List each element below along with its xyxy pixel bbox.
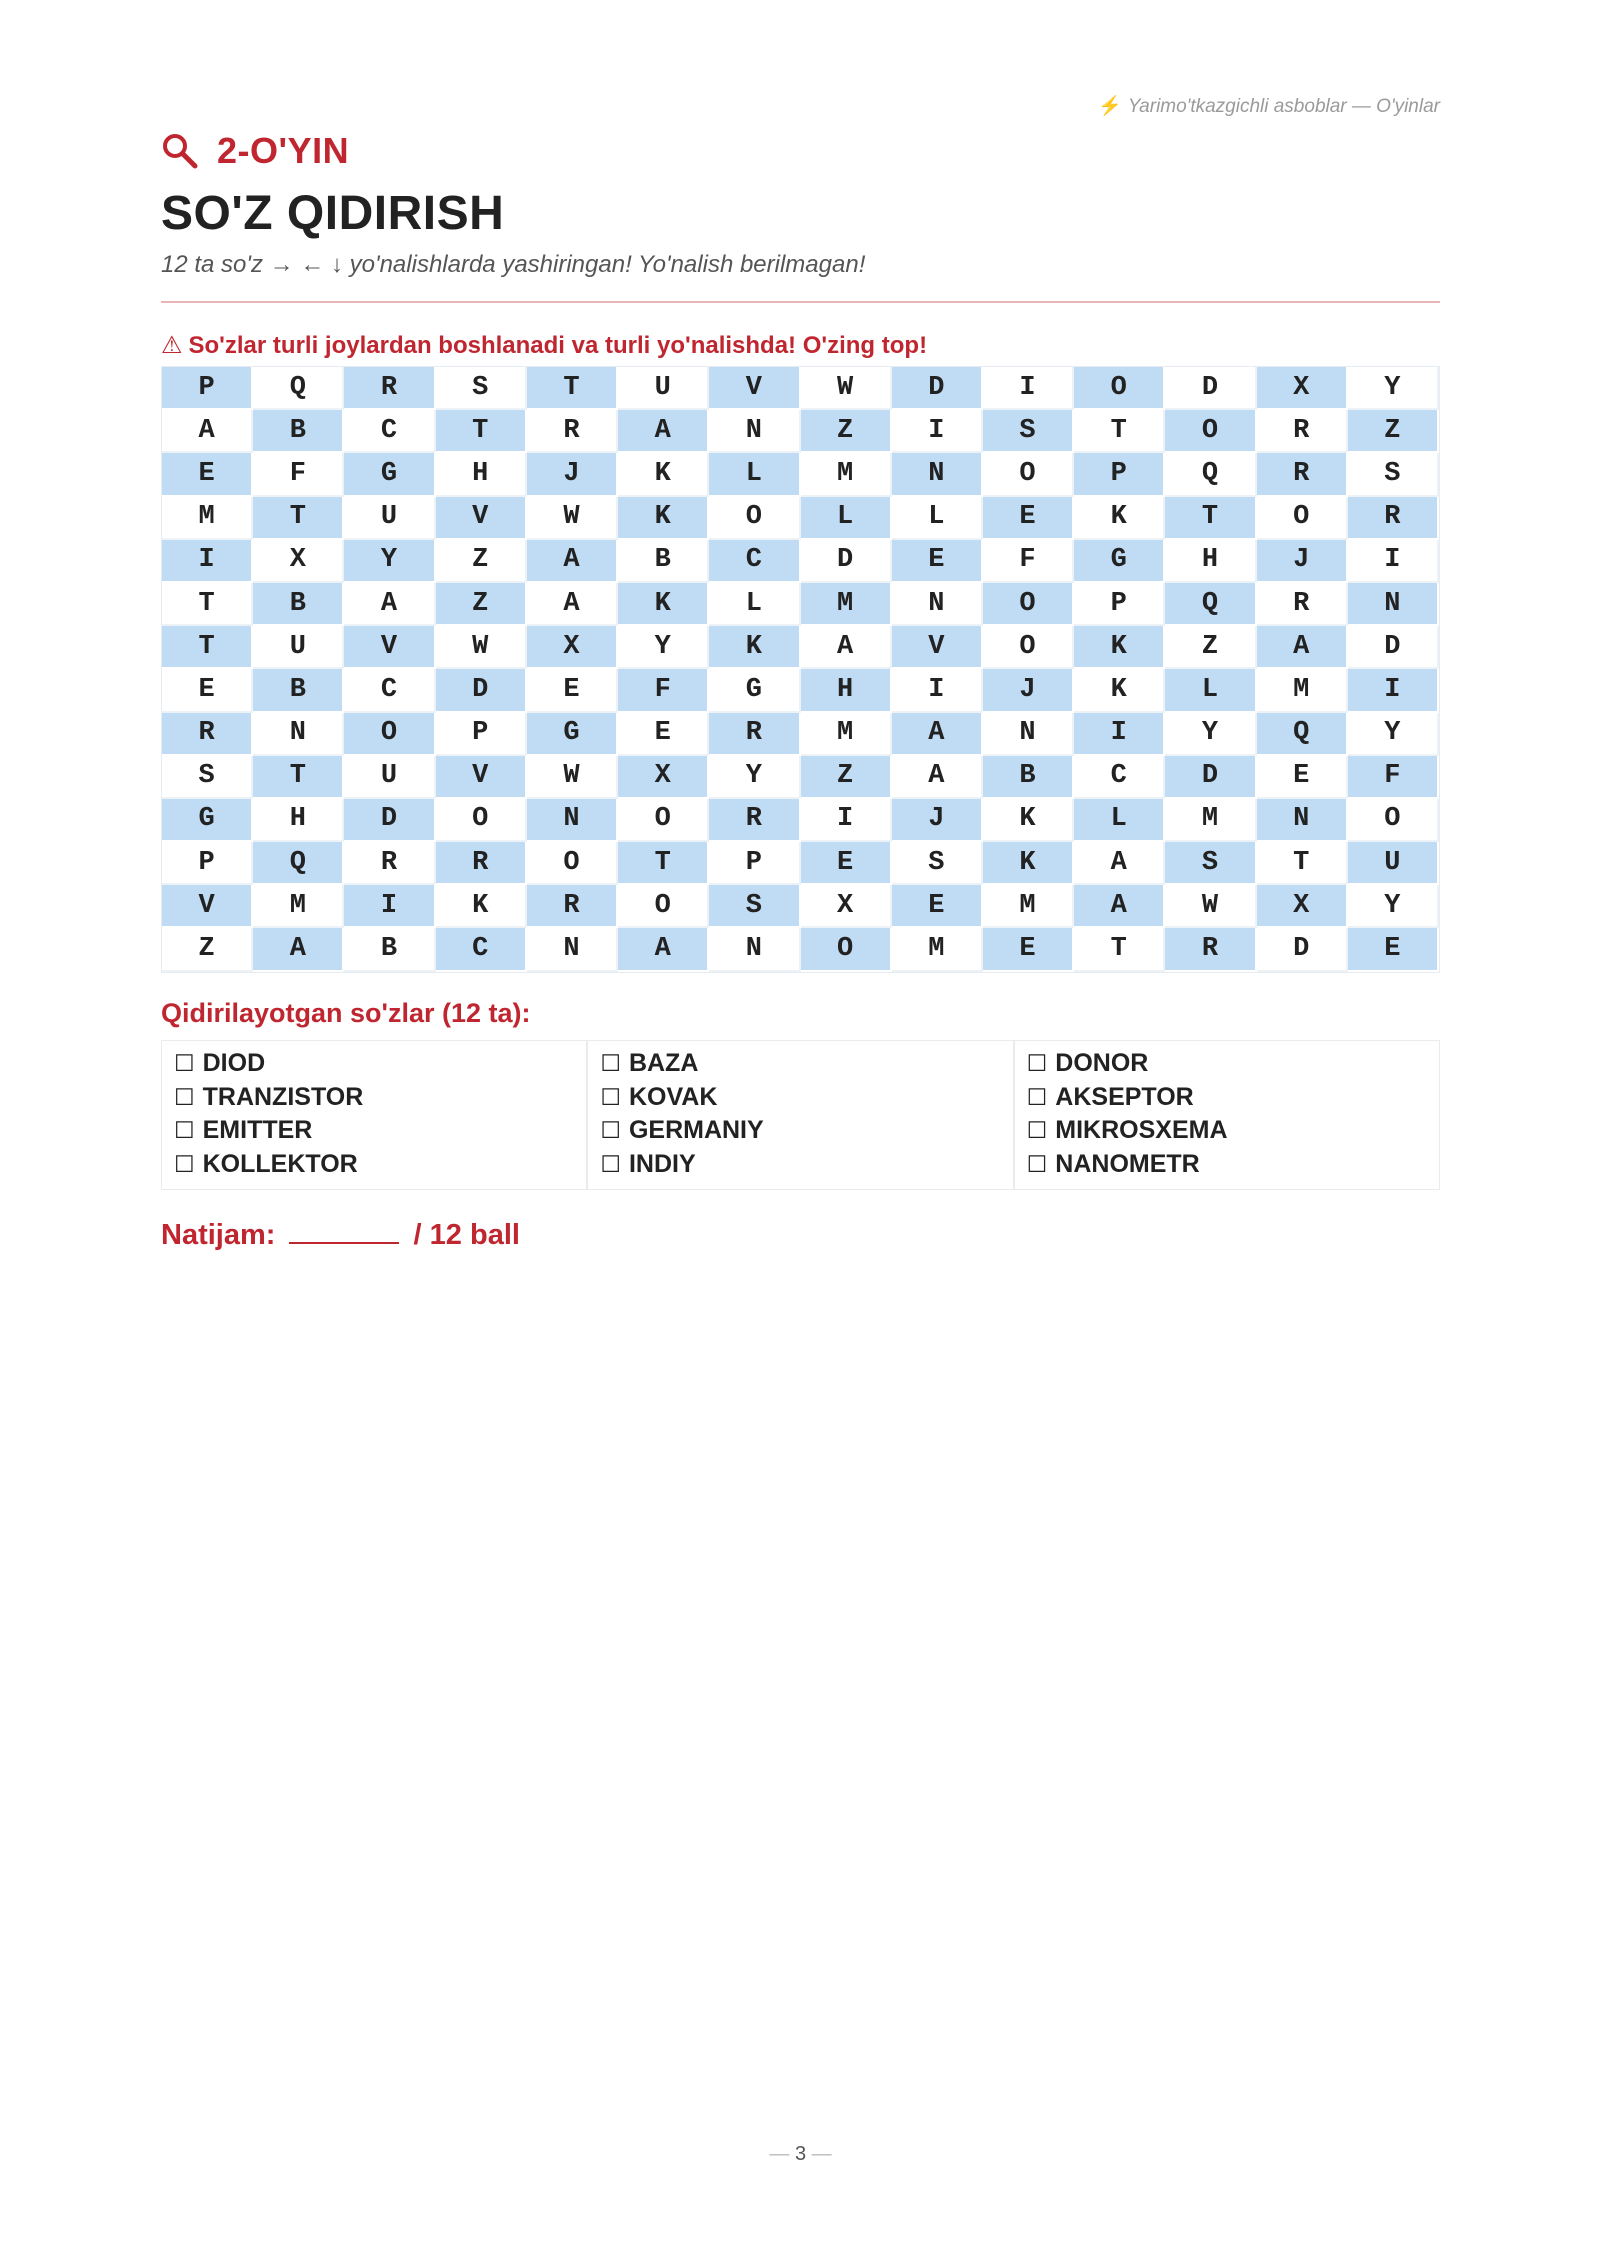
word-label: KOLLEKTOR: [202, 1149, 358, 1178]
word-item[interactable]: [600, 1047, 1012, 1081]
grid-cell[interactable]: Q: [253, 842, 344, 885]
grid-cell[interactable]: O: [618, 799, 709, 842]
grid-cell[interactable]: H: [1165, 540, 1256, 583]
word-label: BAZA: [628, 1049, 699, 1077]
grid-cell[interactable]: Z: [162, 928, 253, 971]
grid-cell[interactable]: S: [1348, 453, 1439, 496]
grid-cell[interactable]: F: [983, 540, 1074, 583]
grid-cell[interactable]: E: [983, 928, 1074, 971]
checkbox-icon[interactable]: ☐: [1026, 1083, 1048, 1110]
grid-cell[interactable]: J: [983, 669, 1074, 712]
grid-cell[interactable]: A: [1257, 626, 1348, 669]
word-label: INDIY: [628, 1149, 696, 1178]
warning-note: [161, 331, 927, 360]
grid-cell[interactable]: Z: [801, 410, 892, 453]
grid-cell[interactable]: E: [983, 497, 1074, 540]
word-list-column: [588, 1041, 1014, 1189]
grid-cell[interactable]: E: [162, 669, 253, 712]
grid-cell[interactable]: I: [801, 799, 892, 842]
page-subtitle: 12 ta so'z → ← ↓ yo'nalishlarda yashiringan! Yo'nalish berilmagan!: [161, 251, 866, 278]
grid-cell[interactable]: S: [983, 410, 1074, 453]
grid-cell[interactable]: M: [801, 453, 892, 496]
grid-cell[interactable]: D: [1257, 928, 1348, 971]
grid-cell[interactable]: D: [436, 669, 527, 712]
grid-cell[interactable]: N: [892, 583, 983, 626]
grid-cell[interactable]: C: [709, 540, 800, 583]
word-list-column: [1015, 1041, 1439, 1189]
grid-cell[interactable]: I: [344, 885, 435, 928]
grid-cell[interactable]: O: [344, 713, 435, 756]
grid-cell[interactable]: R: [527, 885, 618, 928]
running-head: [1098, 94, 1440, 118]
grid-cell[interactable]: S: [892, 842, 983, 885]
word-list-title: Qidirilayotgan so'zlar (12 ta):: [161, 998, 531, 1028]
grid-cell[interactable]: T: [618, 842, 709, 885]
grid-cell[interactable]: T: [1074, 410, 1165, 453]
word-item[interactable]: [1027, 1047, 1439, 1081]
grid-cell[interactable]: D: [1165, 756, 1256, 799]
grid-cell[interactable]: N: [253, 713, 344, 756]
grid-cell[interactable]: N: [527, 928, 618, 971]
grid-cell[interactable]: K: [436, 885, 527, 928]
grid-cell[interactable]: R: [162, 713, 253, 756]
grid-cell[interactable]: I: [162, 540, 253, 583]
grid-cell[interactable]: G: [709, 669, 800, 712]
grid-cell[interactable]: H: [801, 669, 892, 712]
word-label: NANOMETR: [1055, 1149, 1200, 1178]
word-label: DONOR: [1055, 1049, 1149, 1077]
grid-cell[interactable]: U: [618, 367, 709, 410]
grid-cell[interactable]: J: [1257, 540, 1348, 583]
grid-cell[interactable]: K: [983, 842, 1074, 885]
grid-cell[interactable]: K: [618, 497, 709, 540]
grid-cell[interactable]: T: [1165, 497, 1256, 540]
grid-cell[interactable]: A: [618, 410, 709, 453]
grid-cell[interactable]: L: [1165, 669, 1256, 712]
grid-cell[interactable]: Y: [618, 626, 709, 669]
grid-cell[interactable]: T: [162, 583, 253, 626]
grid-cell[interactable]: O: [527, 842, 618, 885]
grid-cell[interactable]: O: [1165, 410, 1256, 453]
word-label: MIKROSXEMA: [1055, 1116, 1228, 1144]
word-list-column: [162, 1041, 588, 1189]
grid-cell[interactable]: L: [892, 497, 983, 540]
grid-cell[interactable]: O: [1074, 367, 1165, 410]
checkbox-icon[interactable]: ☐: [1026, 1150, 1048, 1177]
grid-cell[interactable]: K: [1074, 626, 1165, 669]
grid-cell[interactable]: U: [1348, 842, 1439, 885]
grid-cell[interactable]: R: [1257, 583, 1348, 626]
grid-cell[interactable]: A: [801, 626, 892, 669]
grid-cell[interactable]: J: [527, 453, 618, 496]
grid-cell[interactable]: G: [1074, 540, 1165, 583]
word-item[interactable]: [174, 1148, 586, 1182]
page-footer: [161, 2143, 1440, 2166]
grid-cell[interactable]: B: [983, 756, 1074, 799]
footer-dash-left: —: [769, 2143, 790, 2165]
grid-cell[interactable]: N: [1348, 583, 1439, 626]
checkbox-icon[interactable]: ☐: [1026, 1117, 1048, 1143]
grid-cell[interactable]: I: [1348, 669, 1439, 712]
score-suffix: / 12 ball: [413, 1219, 520, 1251]
grid-cell[interactable]: K: [618, 453, 709, 496]
grid-cell[interactable]: Z: [1165, 626, 1256, 669]
checkbox-icon[interactable]: ☐: [174, 1150, 195, 1177]
score-label: Natijam:: [161, 1219, 276, 1251]
grid-cell[interactable]: M: [801, 713, 892, 756]
grid-cell[interactable]: L: [709, 453, 800, 496]
word-list: [161, 1040, 1440, 1190]
grid-cell[interactable]: I: [892, 410, 983, 453]
grid-cell[interactable]: N: [709, 928, 800, 971]
grid-cell[interactable]: Z: [1348, 410, 1439, 453]
grid-cell[interactable]: T: [436, 410, 527, 453]
word-item[interactable]: [600, 1081, 1012, 1115]
grid-cell[interactable]: Q: [253, 367, 344, 410]
grid-cell[interactable]: N: [709, 410, 800, 453]
grid-cell[interactable]: B: [253, 583, 344, 626]
word-item[interactable]: [1027, 1081, 1439, 1115]
grid-cell[interactable]: E: [618, 713, 709, 756]
grid-cell[interactable]: Q: [1165, 453, 1256, 496]
grid-cell[interactable]: L: [709, 583, 800, 626]
warning-icon: ⚠: [161, 332, 183, 359]
grid-cell[interactable]: R: [1348, 497, 1439, 540]
grid-cell[interactable]: R: [1165, 928, 1256, 971]
grid-cell[interactable]: F: [1348, 756, 1439, 799]
grid-cell[interactable]: B: [253, 669, 344, 712]
grid-cell[interactable]: E: [162, 453, 253, 496]
grid-cell[interactable]: E: [892, 885, 983, 928]
grid-cell[interactable]: K: [983, 799, 1074, 842]
word-label: TRANZISTOR: [202, 1082, 364, 1111]
page-number: 3: [794, 2143, 807, 2165]
grid-cell[interactable]: O: [983, 626, 1074, 669]
grid-cell[interactable]: W: [527, 756, 618, 799]
grid-cell[interactable]: V: [892, 626, 983, 669]
grid-cell[interactable]: T: [253, 497, 344, 540]
grid-cell[interactable]: L: [801, 497, 892, 540]
grid-cell[interactable]: O: [983, 583, 1074, 626]
word-search-grid: [161, 366, 1440, 973]
grid-cell[interactable]: V: [344, 626, 435, 669]
grid-cell[interactable]: T: [253, 756, 344, 799]
grid-cell[interactable]: R: [709, 713, 800, 756]
grid-cell[interactable]: T: [1074, 928, 1165, 971]
grid-cell[interactable]: S: [709, 885, 800, 928]
grid-cell[interactable]: R: [709, 799, 800, 842]
grid-cell[interactable]: T: [162, 626, 253, 669]
grid-cell[interactable]: A: [1074, 885, 1165, 928]
grid-cell[interactable]: Y: [1348, 367, 1439, 410]
grid-cell[interactable]: W: [527, 497, 618, 540]
grid-cell[interactable]: K: [618, 583, 709, 626]
grid-cell[interactable]: C: [344, 669, 435, 712]
grid-cell[interactable]: Z: [801, 756, 892, 799]
game-number: 2-O'YIN: [217, 130, 350, 171]
checkbox-icon[interactable]: ☐: [174, 1117, 195, 1143]
checkbox-icon[interactable]: ☐: [174, 1050, 195, 1076]
word-item[interactable]: [174, 1114, 586, 1148]
grid-cell[interactable]: Y: [1165, 713, 1256, 756]
grid-cell[interactable]: I: [1348, 540, 1439, 583]
grid-cell[interactable]: C: [1074, 756, 1165, 799]
grid-cell[interactable]: Y: [1348, 713, 1439, 756]
grid-cell[interactable]: O: [709, 497, 800, 540]
grid-cell[interactable]: K: [1074, 669, 1165, 712]
grid-cell[interactable]: A: [892, 756, 983, 799]
grid-cell[interactable]: B: [618, 540, 709, 583]
grid-cell[interactable]: M: [162, 497, 253, 540]
grid-cell[interactable]: P: [1074, 583, 1165, 626]
grid-cell[interactable]: O: [1257, 497, 1348, 540]
word-item[interactable]: [1027, 1114, 1439, 1148]
grid-cell[interactable]: A: [1074, 842, 1165, 885]
grid-cell[interactable]: O: [1348, 799, 1439, 842]
word-item[interactable]: [600, 1114, 1012, 1148]
grid-cell[interactable]: N: [892, 453, 983, 496]
checkbox-icon[interactable]: ☐: [1026, 1050, 1048, 1076]
grid-cell[interactable]: N: [527, 799, 618, 842]
grid-cell[interactable]: P: [436, 713, 527, 756]
grid-cell[interactable]: S: [436, 367, 527, 410]
grid-cell[interactable]: G: [162, 799, 253, 842]
score-blank[interactable]: [289, 1220, 399, 1244]
grid-cell[interactable]: X: [253, 540, 344, 583]
word-label: DIOD: [202, 1049, 266, 1077]
grid-cell[interactable]: P: [162, 367, 253, 410]
grid-cell[interactable]: Y: [709, 756, 800, 799]
word-item[interactable]: [174, 1081, 586, 1115]
grid-cell[interactable]: V: [436, 756, 527, 799]
checkbox-icon[interactable]: ☐: [174, 1083, 195, 1110]
grid-cell[interactable]: M: [892, 928, 983, 971]
grid-cell[interactable]: I: [1074, 713, 1165, 756]
grid-cell[interactable]: E: [527, 669, 618, 712]
grid-cell[interactable]: C: [344, 410, 435, 453]
grid-cell[interactable]: P: [709, 842, 800, 885]
magnifier-icon: [161, 132, 199, 170]
grid-cell[interactable]: R: [1257, 453, 1348, 496]
grid-cell[interactable]: A: [344, 583, 435, 626]
grid-cell[interactable]: X: [1257, 367, 1348, 410]
checkbox-icon[interactable]: ☐: [600, 1050, 621, 1076]
grid-cell[interactable]: W: [436, 626, 527, 669]
grid-cell[interactable]: M: [1257, 669, 1348, 712]
warning-text: So'zlar turli joylardan boshlanadi va turli yo'nalishda! O'zing top!: [188, 332, 928, 359]
grid-cell[interactable]: E: [1348, 928, 1439, 971]
grid-cell[interactable]: O: [618, 885, 709, 928]
grid-cell[interactable]: A: [527, 583, 618, 626]
word-item[interactable]: [600, 1148, 1012, 1182]
grid-cell[interactable]: S: [1165, 842, 1256, 885]
grid-cell[interactable]: D: [1165, 367, 1256, 410]
grid-cell[interactable]: D: [344, 799, 435, 842]
word-label: AKSEPTOR: [1055, 1082, 1194, 1111]
grid-cell[interactable]: O: [983, 453, 1074, 496]
grid-cell[interactable]: A: [253, 928, 344, 971]
grid-cell[interactable]: X: [1257, 885, 1348, 928]
grid-cell[interactable]: D: [801, 540, 892, 583]
checkbox-icon[interactable]: ☐: [600, 1117, 621, 1143]
grid-cell[interactable]: A: [892, 713, 983, 756]
grid-cell[interactable]: B: [253, 410, 344, 453]
grid-cell[interactable]: X: [527, 626, 618, 669]
grid-cell[interactable]: G: [344, 453, 435, 496]
grid-cell[interactable]: R: [436, 842, 527, 885]
grid-cell[interactable]: I: [892, 669, 983, 712]
grid-cell[interactable]: R: [527, 410, 618, 453]
grid-cell[interactable]: F: [253, 453, 344, 496]
checkbox-icon[interactable]: ☐: [600, 1083, 621, 1110]
grid-cell[interactable]: M: [1165, 799, 1256, 842]
grid-cell[interactable]: M: [801, 583, 892, 626]
grid-cell[interactable]: C: [436, 928, 527, 971]
grid-cell[interactable]: U: [344, 756, 435, 799]
grid-cell[interactable]: R: [344, 367, 435, 410]
grid-cell[interactable]: Q: [1165, 583, 1256, 626]
grid-cell[interactable]: I: [983, 367, 1074, 410]
word-label: EMITTER: [202, 1116, 313, 1144]
grid-cell[interactable]: V: [162, 885, 253, 928]
grid-cell[interactable]: E: [801, 842, 892, 885]
word-label: GERMANIY: [628, 1116, 764, 1144]
grid-cell[interactable]: A: [162, 410, 253, 453]
score-line: [161, 1219, 520, 1252]
grid-cell[interactable]: Q: [1257, 713, 1348, 756]
grid-cell[interactable]: O: [436, 799, 527, 842]
lightning-icon: ⚡: [1098, 96, 1122, 117]
grid-cell[interactable]: G: [527, 713, 618, 756]
grid-cell[interactable]: Z: [436, 540, 527, 583]
grid-cell[interactable]: N: [983, 713, 1074, 756]
grid-cell[interactable]: Y: [344, 540, 435, 583]
grid-cell[interactable]: W: [801, 367, 892, 410]
grid-cell[interactable]: R: [344, 842, 435, 885]
grid-cell[interactable]: Y: [1348, 885, 1439, 928]
checkbox-icon[interactable]: ☐: [600, 1150, 621, 1177]
grid-cell[interactable]: V: [436, 497, 527, 540]
grid-cell[interactable]: K: [1074, 497, 1165, 540]
game-header: [161, 130, 349, 172]
grid-cell[interactable]: X: [801, 885, 892, 928]
grid-cell[interactable]: H: [253, 799, 344, 842]
grid-cell[interactable]: H: [436, 453, 527, 496]
page-title: SO'Z QIDIRISH: [161, 187, 505, 240]
grid-cell[interactable]: Z: [436, 583, 527, 626]
running-head-text: Yarimo'tkazgichli asboblar — O'yinlar: [1127, 96, 1440, 117]
grid-cell[interactable]: U: [253, 626, 344, 669]
grid-cell[interactable]: M: [253, 885, 344, 928]
word-item[interactable]: [1027, 1148, 1439, 1182]
grid-cell[interactable]: F: [618, 669, 709, 712]
grid-cell[interactable]: D: [892, 367, 983, 410]
grid-cell[interactable]: R: [1257, 410, 1348, 453]
grid-cell[interactable]: D: [1348, 626, 1439, 669]
footer-dash-right: —: [811, 2143, 832, 2165]
grid-cell[interactable]: L: [1074, 799, 1165, 842]
word-label: KOVAK: [628, 1082, 718, 1111]
grid-cell[interactable]: O: [801, 928, 892, 971]
grid-cell[interactable]: B: [344, 928, 435, 971]
grid-cell[interactable]: P: [1074, 453, 1165, 496]
grid-cell[interactable]: A: [527, 540, 618, 583]
grid-cell[interactable]: N: [1257, 799, 1348, 842]
grid-cell[interactable]: S: [162, 756, 253, 799]
grid-cell[interactable]: V: [709, 367, 800, 410]
grid-cell[interactable]: T: [527, 367, 618, 410]
grid-cell[interactable]: X: [618, 756, 709, 799]
grid-cell[interactable]: E: [1257, 756, 1348, 799]
grid-cell[interactable]: W: [1165, 885, 1256, 928]
grid-cell[interactable]: E: [892, 540, 983, 583]
divider: [161, 301, 1440, 303]
grid-cell[interactable]: J: [892, 799, 983, 842]
grid-cell[interactable]: M: [983, 885, 1074, 928]
grid-cell[interactable]: P: [162, 842, 253, 885]
grid-cell[interactable]: U: [344, 497, 435, 540]
grid-cell[interactable]: K: [709, 626, 800, 669]
grid-cell[interactable]: A: [618, 928, 709, 971]
grid-cell[interactable]: T: [1257, 842, 1348, 885]
word-item[interactable]: [174, 1047, 586, 1081]
